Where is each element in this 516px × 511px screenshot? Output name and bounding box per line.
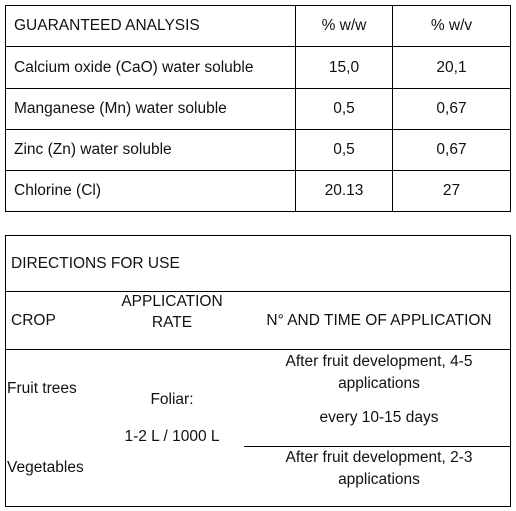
directions-header-rate-line1: APPLICATION — [121, 293, 223, 310]
analysis-row-ww: 15,0 — [328, 58, 360, 76]
analysis-row-wv: 20,1 — [436, 58, 467, 76]
time-vegetables-line2: applications — [338, 471, 420, 488]
time-common: every 10-15 days — [319, 409, 439, 426]
time-fruit-trees-line2: applications — [338, 375, 420, 392]
analysis-row-name: Manganese (Mn) water soluble — [14, 100, 227, 117]
analysis-row-name: Chlorine (Cl) — [14, 182, 101, 199]
rate-dosage: 1-2 L / 1000 L — [124, 428, 220, 445]
directions-title: DIRECTIONS FOR USE — [11, 254, 180, 272]
time-vegetables — [248, 447, 510, 491]
directions-header-time: N° AND TIME OF APPLICATION — [266, 311, 492, 329]
analysis-row-ww: 0,5 — [333, 141, 355, 158]
analysis-row-wv: 0,67 — [436, 141, 467, 158]
analysis-header-wv: % w/v — [430, 17, 473, 34]
analysis-header-ww: % w/w — [321, 17, 367, 34]
analysis-header-title: GUARANTEED ANALYSIS — [14, 17, 200, 34]
directions-header-rate-line2: RATE — [151, 314, 193, 331]
analysis-row-ww: 20.13 — [324, 182, 364, 199]
analysis-row-wv: 27 — [442, 182, 461, 199]
analysis-row-name: Zinc (Zn) water soluble — [14, 141, 172, 158]
time-fruit-trees-line1: After fruit development, 4-5 — [285, 353, 473, 370]
time-vegetables-line1: After fruit development, 2-3 — [285, 449, 473, 466]
directions-header-crop: CROP — [11, 311, 56, 329]
directions-header-rate — [96, 291, 248, 349]
analysis-row-ww: 0,5 — [333, 100, 355, 117]
crop-vegetables: Vegetables — [7, 459, 84, 476]
rate-foliar: Foliar: — [150, 391, 194, 408]
crop-fruit-trees: Fruit trees — [7, 380, 77, 397]
analysis-row-wv: 0,67 — [436, 100, 467, 117]
analysis-row-name: Calcium oxide (CaO) water soluble — [14, 58, 254, 76]
time-fruit-trees — [248, 350, 510, 395]
